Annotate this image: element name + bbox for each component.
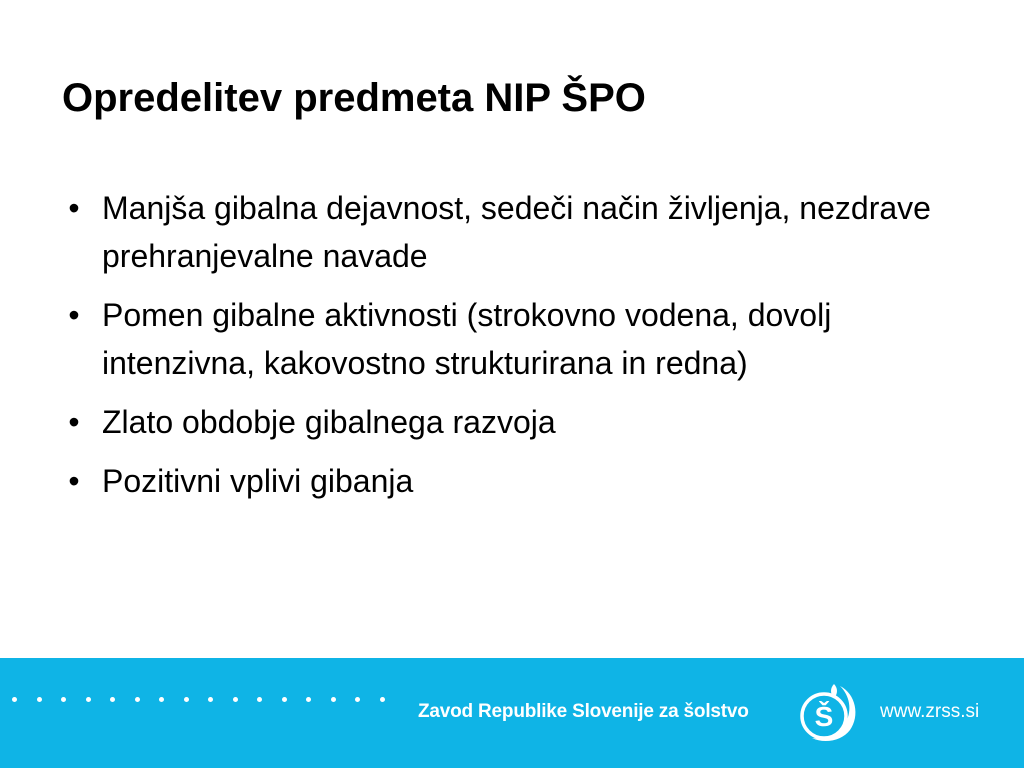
bullet-list [62, 184, 982, 516]
zrss-logo-icon [794, 680, 862, 746]
bullet-marker: • [68, 297, 80, 333]
leader-dot [184, 697, 189, 702]
slide-title: Opredelitev predmeta NIP ŠPO [62, 76, 646, 120]
bullet-text: Pomen gibalne aktivnosti (strokovno vodena, dovolj intenzivna, kakovostno strukturirana in redna) [102, 297, 832, 381]
bullet-item [62, 398, 982, 446]
logo-letter: Š [814, 701, 834, 732]
bullet-marker: • [68, 404, 80, 440]
bullet-item [62, 291, 982, 387]
bullet-marker: • [68, 190, 80, 226]
leader-dot [12, 697, 17, 702]
leader-dot [135, 697, 140, 702]
leader-dot [208, 697, 213, 702]
footer-bar [0, 658, 1024, 768]
bullet-item [62, 457, 982, 505]
leader-dot [86, 697, 91, 702]
leader-dot [380, 697, 385, 702]
leader-dot [282, 697, 287, 702]
leader-dot [306, 697, 311, 702]
leader-dot [159, 697, 164, 702]
leader-dot [331, 697, 336, 702]
leader-dot [233, 697, 238, 702]
bullet-text: Zlato obdobje gibalnega razvoja [102, 404, 556, 440]
leader-dot [355, 697, 360, 702]
bullet-text: Manjša gibalna dejavnost, sedeči način življenja, nezdrave prehranjevalne navade [102, 190, 931, 274]
leader-dot [257, 697, 262, 702]
organization-name: Zavod Republike Slovenije za šolstvo [418, 701, 749, 722]
dotted-leader [12, 697, 404, 702]
leader-dot [61, 697, 66, 702]
leader-dot [37, 697, 42, 702]
bullet-marker: • [68, 463, 80, 499]
website-link[interactable]: www.zrss.si [880, 701, 980, 722]
leader-dot [110, 697, 115, 702]
bullet-item [62, 184, 982, 280]
bullet-text: Pozitivni vplivi gibanja [102, 463, 414, 499]
